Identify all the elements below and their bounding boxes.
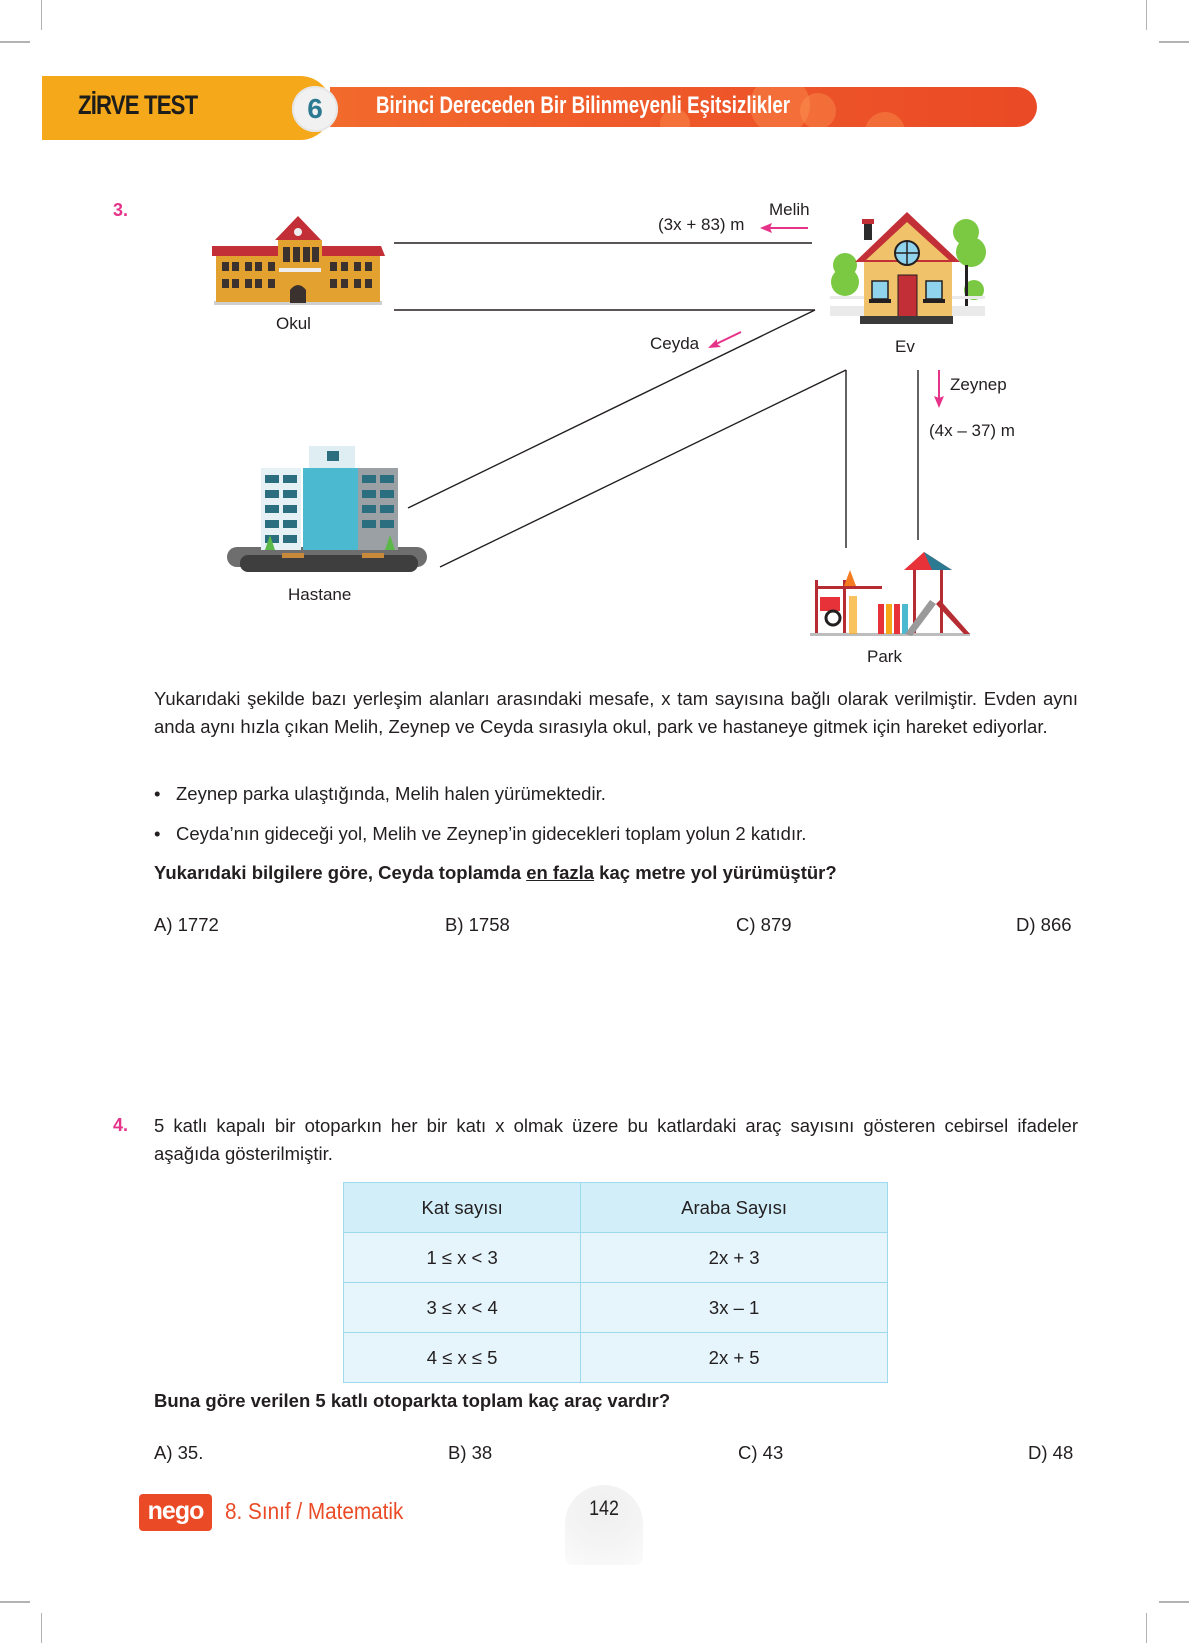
q3-option-a[interactable]: A) 1772	[154, 914, 219, 935]
house-illustration	[830, 212, 986, 324]
table-header: Araba Sayısı	[581, 1183, 888, 1233]
table-row	[344, 1233, 888, 1283]
q4-option-c[interactable]: C) 43	[738, 1442, 784, 1463]
q3-question-start: Yukarıdaki bilgilere göre, Ceyda toplamda	[154, 862, 527, 883]
q3-question-end: kaç metre yol yürümüştür?	[594, 862, 837, 883]
table-header-row	[344, 1183, 888, 1233]
topic-title: Birinci Dereceden Bir Bilinmeyenli Eşitsizlikler	[376, 92, 791, 119]
label-melih: Melih	[769, 200, 810, 219]
topic-banner	[330, 87, 1037, 127]
label-zeynep-distance: (4x – 37) m	[929, 421, 1015, 440]
q3-question-emphasis: en fazla	[526, 862, 595, 883]
decor-bubble	[800, 93, 836, 127]
label-melih-distance: (3x + 83) m	[658, 215, 745, 234]
q4-option-a[interactable]: A) 35.	[154, 1442, 204, 1463]
question-4-number: 4.	[113, 1115, 129, 1135]
path-ceyda-line-2	[440, 370, 846, 567]
label-ev: Ev	[895, 337, 915, 356]
label-ceyda: Ceyda	[650, 334, 700, 353]
table-cell: 3x – 1	[581, 1283, 888, 1333]
footer-subject: 8. Sınıf / Matematik	[225, 1498, 404, 1524]
label-okul: Okul	[276, 314, 311, 333]
q3-option-b[interactable]: B) 1758	[445, 914, 510, 935]
table-cell: 3 ≤ x < 4	[344, 1283, 581, 1333]
q3-option-c[interactable]: C) 879	[736, 914, 792, 935]
path-ceyda-line-1	[408, 310, 815, 508]
q4-question: Buna göre verilen 5 katlı otoparkta toplam kaç araç vardır?	[154, 1390, 671, 1411]
q4-paragraph: 5 katlı kapalı bir otoparkın her bir katı x olmak üzere bu katlardaki araç sayısını gösteren cebirsel ifadeler aşağıda gösterilmiştir.	[154, 1115, 1078, 1164]
hospital-illustration	[227, 446, 427, 572]
table-cell: 1 ≤ x < 3	[344, 1233, 581, 1283]
crop-mark	[0, 1601, 30, 1603]
q3-bullet: • Zeynep parka ulaştığında, Melih halen yürümektedir.	[154, 783, 606, 804]
test-number-badge: 6	[292, 86, 338, 132]
school-illustration	[212, 216, 385, 305]
table-cell: 2x + 3	[581, 1233, 888, 1283]
q4-option-b[interactable]: B) 38	[448, 1442, 493, 1463]
q3-bullet: • Ceyda’nın gideceği yol, Melih ve Zeynep’in gidecekleri toplam yolun 2 katıdır.	[154, 823, 807, 844]
table-header: Kat sayısı	[344, 1183, 581, 1233]
series-title: ZİRVE TEST	[78, 90, 198, 120]
crop-mark	[1159, 1601, 1189, 1603]
label-hastane: Hastane	[288, 585, 352, 604]
publisher-logo: nego	[139, 1494, 212, 1531]
label-zeynep: Zeynep	[950, 375, 1007, 394]
crop-mark	[41, 1613, 42, 1643]
crop-mark	[1146, 1613, 1147, 1643]
page-number: 142	[589, 1497, 619, 1520]
ceyda-arrow-icon	[708, 332, 741, 348]
melih-arrow-icon	[760, 223, 808, 233]
q3-question	[154, 862, 837, 884]
table-row	[344, 1283, 888, 1333]
q3-bullet-text: Zeynep parka ulaştığında, Melih halen yürümektedir.	[176, 783, 606, 804]
parking-table	[343, 1182, 888, 1383]
question-3-number: 3.	[113, 200, 129, 220]
park-illustration	[810, 552, 970, 636]
q3-option-d[interactable]: D) 866	[1016, 914, 1072, 935]
table-cell: 2x + 5	[581, 1333, 888, 1383]
table-row	[344, 1333, 888, 1383]
table-cell: 4 ≤ x ≤ 5	[344, 1333, 581, 1383]
label-park: Park	[867, 647, 902, 666]
q3-paragraph: Yukarıdaki şekilde bazı yerleşim alanları arasındaki mesafe, x tam sayısına bağlı olarak verilmiştir. Evden aynı anda aynı hızla çıkan Melih, Zeynep ve Ceyda sırasıyla okul, park ve hastaneye gitmek için hareket ediyorlar.	[154, 688, 1078, 737]
q3-bullet-text: Ceyda’nın gideceği yol, Melih ve Zeynep’in gidecekleri toplam yolun 2 katıdır.	[176, 823, 807, 844]
zeynep-arrow-icon	[934, 370, 944, 408]
q4-option-d[interactable]: D) 48	[1028, 1442, 1074, 1463]
decor-bubble	[865, 112, 905, 127]
